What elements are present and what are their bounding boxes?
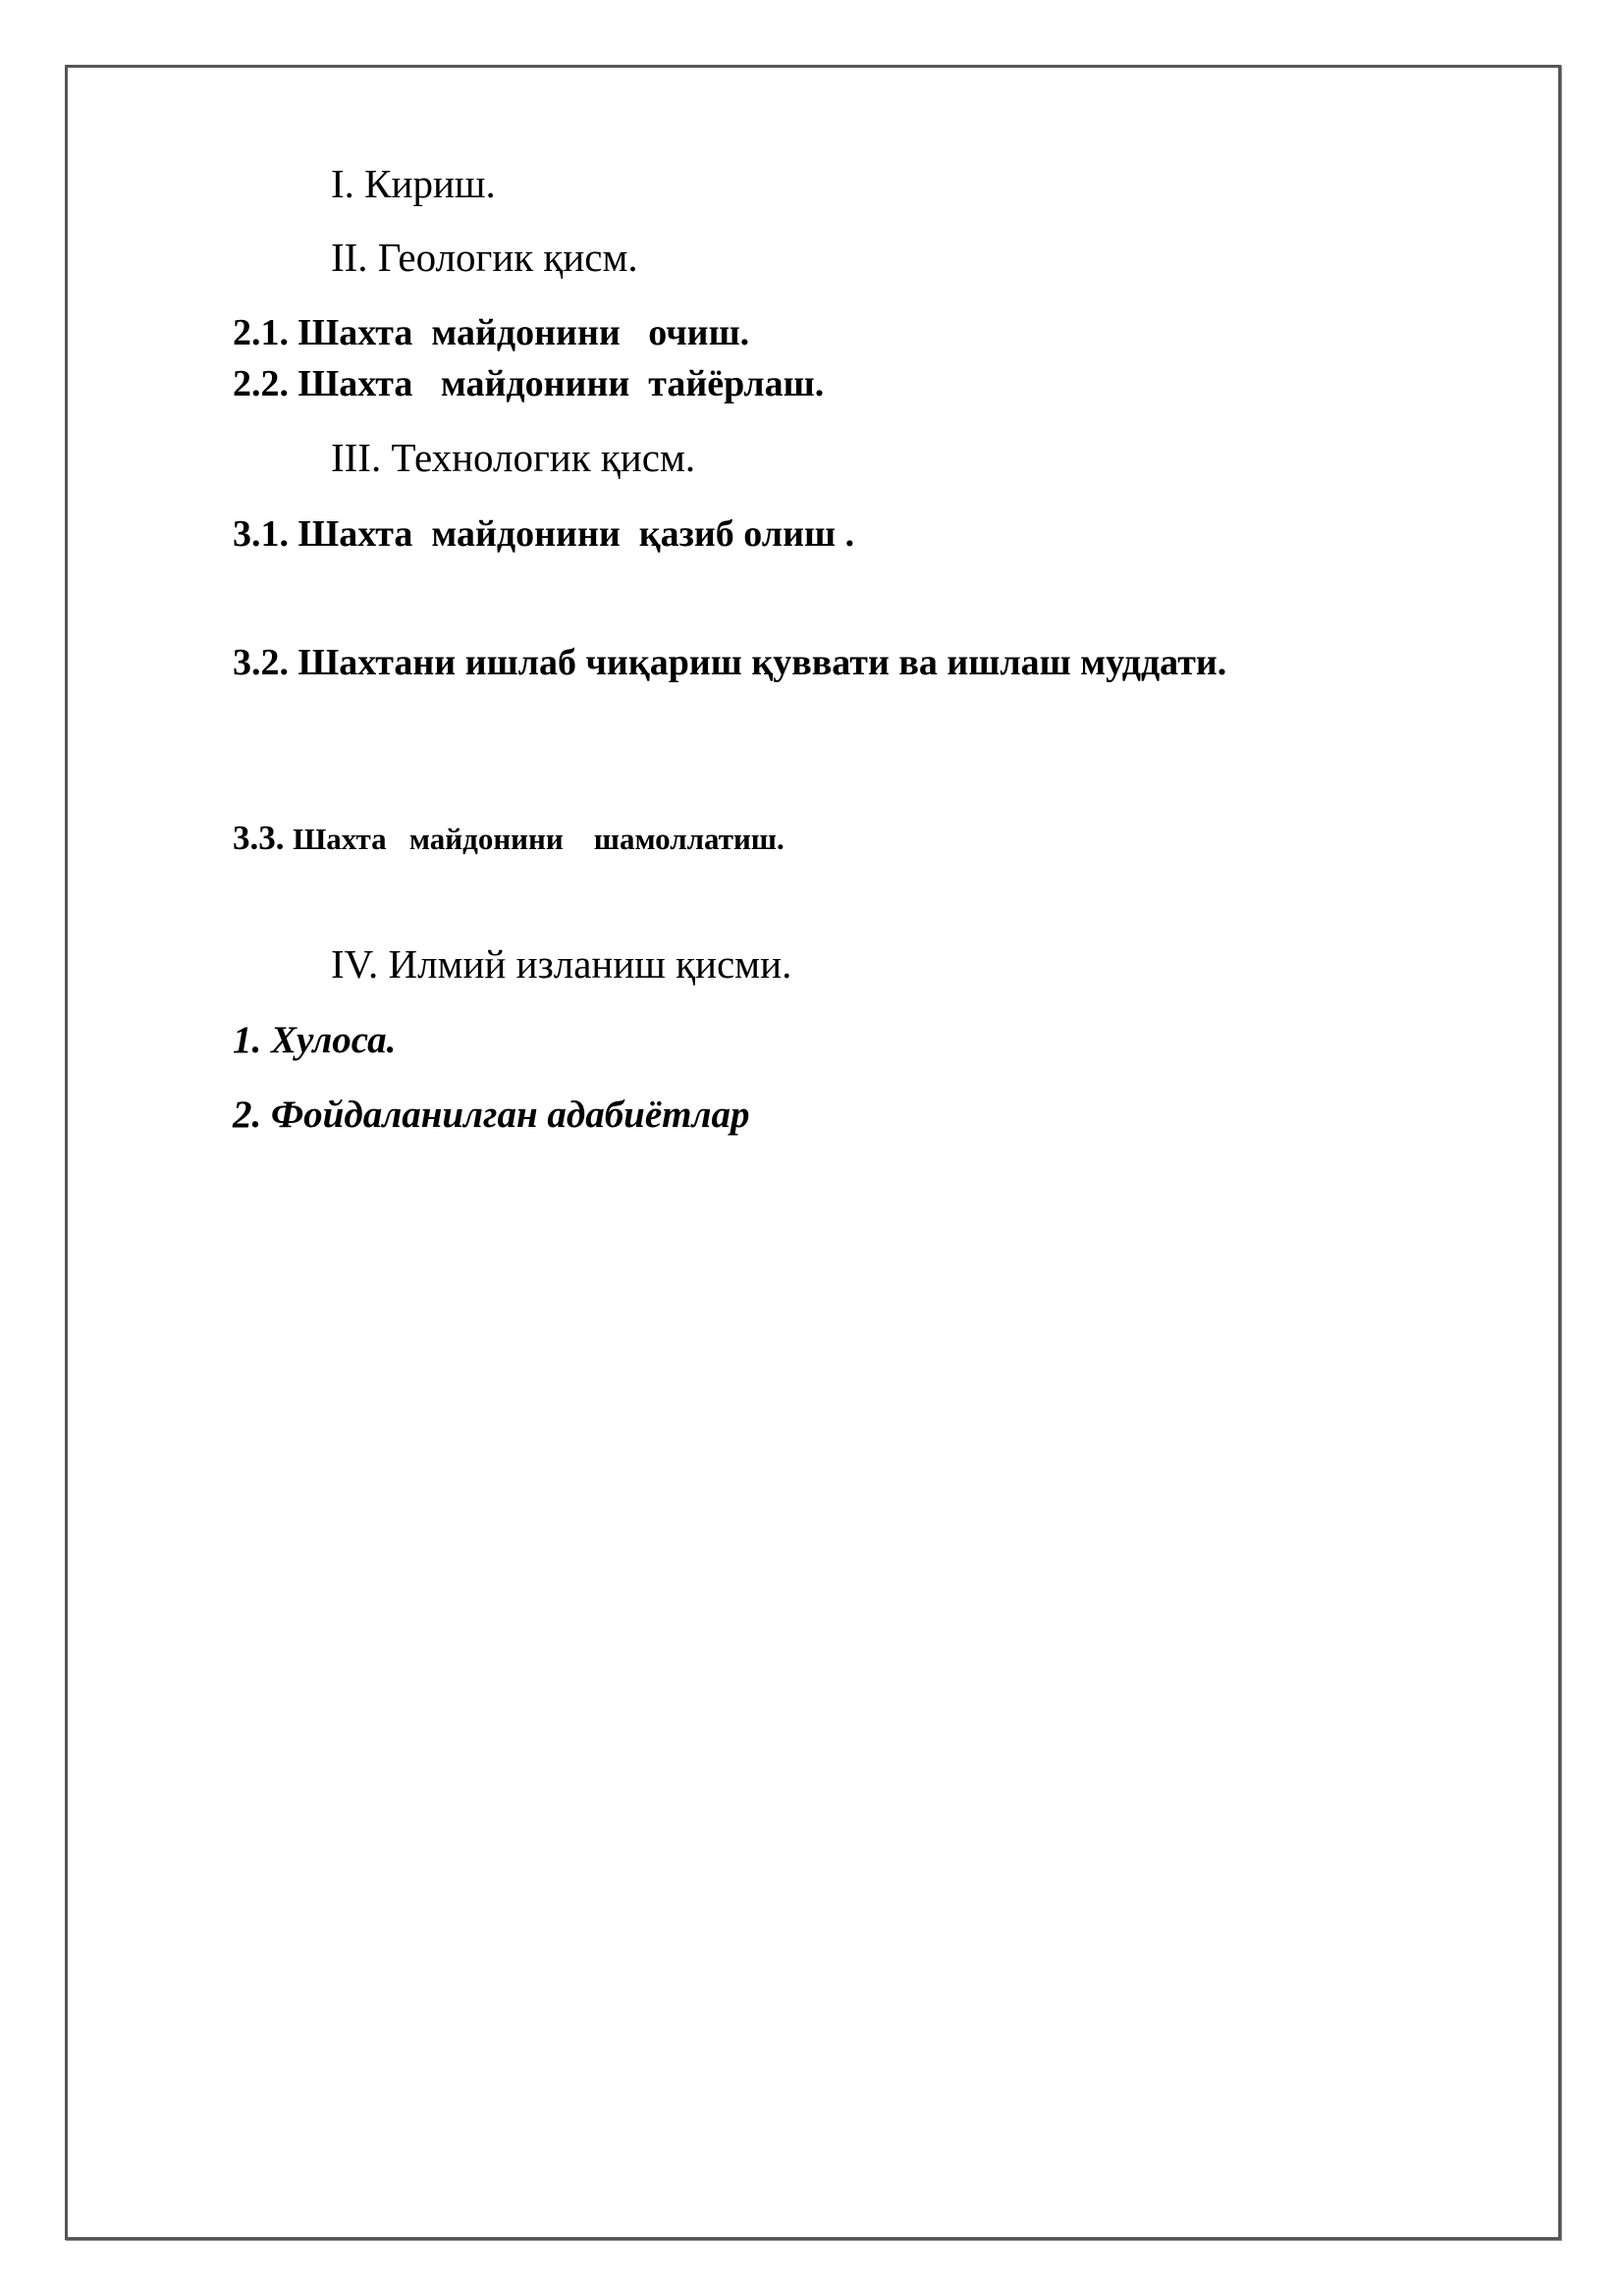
toc-section-3-3-title: Шахта майдонини шамоллатиш. — [293, 822, 785, 856]
toc-section-3-3-number: 3.3. — [233, 819, 294, 857]
toc-section-2-2: 2.2. Шахта майдонини тайёрлаш. — [233, 363, 825, 404]
toc-conclusion: 1. Хулоса. — [233, 1019, 397, 1061]
toc-section-3-3 — [233, 821, 785, 855]
toc-section-3-2: 3.2. Шахтани ишлаб чиқариш қуввати ва ишлаш муддати. — [233, 642, 1227, 683]
toc-section-2-1: 2.1. Шахта майдонини очиш. — [233, 312, 750, 353]
toc-section-3-1: 3.1. Шахта майдонини қазиб олиш . — [233, 513, 855, 555]
toc-intro: I. Кириш. — [331, 161, 496, 206]
toc-research: IV. Илмий изланиш қисми. — [331, 941, 792, 987]
toc-technology: III. Технологик қисм. — [331, 435, 696, 480]
toc-references: 2. Фойдаланилган адабиётлар — [233, 1094, 750, 1136]
toc-geology: II. Геологик қисм. — [331, 235, 638, 280]
